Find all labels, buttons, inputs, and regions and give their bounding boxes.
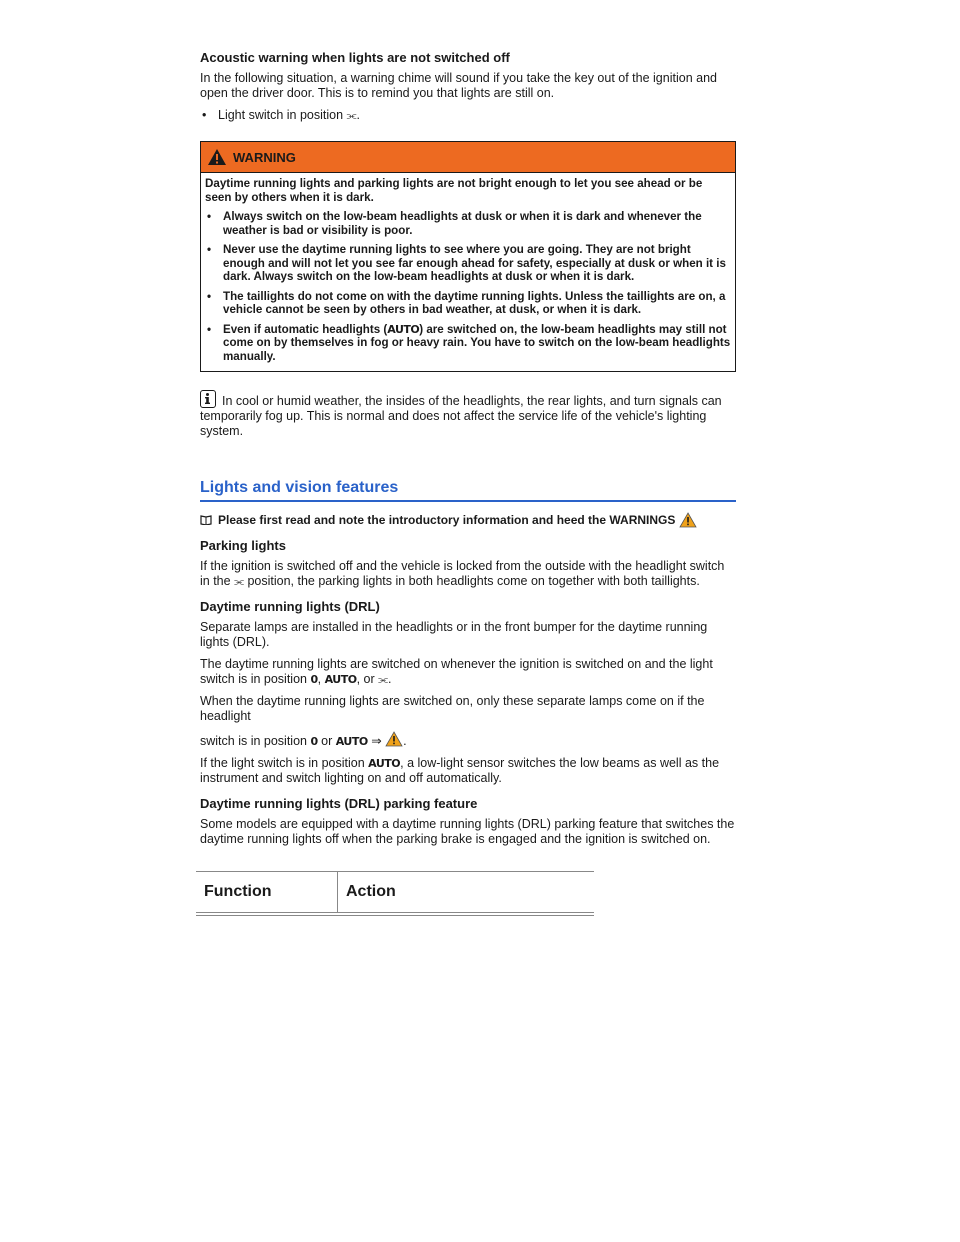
- book-icon: [200, 515, 212, 525]
- warning-title: WARNING: [233, 149, 296, 165]
- drl-p4: switch is in position 0 or AUTO ⇒ .: [200, 731, 736, 749]
- drl-parking-heading: Daytime running lights (DRL) parking feature: [200, 796, 478, 811]
- warning-box: [200, 141, 736, 372]
- parking-light-symbol: ⫘: [234, 575, 244, 588]
- auto-symbol: AUTO: [335, 735, 368, 748]
- warning-triangle-icon: [385, 731, 403, 747]
- warning-bullet: • The taillights do not come on with the daytime running lights. Unless the taillights are on, a vehicle cannot be seen by others in bad weather, at dusk, or when it is dark.: [207, 289, 726, 316]
- drl-p3: When the daytime running lights are switched on, only these separate lamps come on if the headlight: [200, 694, 705, 723]
- table-header-row: [196, 872, 594, 912]
- warning-triangle-icon: [679, 512, 697, 528]
- drl-p1: Separate lamps are installed in the headlights or in the front bumper for the daytime running lights (DRL).: [200, 620, 708, 649]
- drl-p2: The daytime running lights are switched on whenever the ignition is switched on and the light switch is in position 0, AUTO, or ⫘.: [200, 657, 713, 686]
- arrow-symbol: ⇒: [371, 734, 382, 748]
- zero-symbol: 0: [310, 735, 318, 748]
- parking-heading: Parking lights: [200, 538, 286, 553]
- section-title: Lights and vision features: [200, 479, 736, 502]
- table-header-function: Function: [196, 872, 338, 912]
- note-text: In cool or humid weather, the insides of the headlights, the rear lights, and turn signals can temporarily fog up. This is normal and does not affect the service life of the vehicle's lighting system.: [200, 394, 722, 438]
- info-note-icon: [200, 390, 216, 408]
- bullet-dot: •: [202, 108, 207, 122]
- drl-heading: Daytime running lights (DRL): [200, 599, 380, 614]
- auto-symbol: AUTO: [387, 322, 420, 336]
- warning-triangle-icon: [207, 148, 227, 166]
- drl-p5: If the light switch is in position AUTO, a low-light sensor switches the low beams as well as the instrument and switch lighting on and off automatically.: [200, 756, 720, 785]
- acoustic-heading: Acoustic warning when lights are not switched off: [200, 50, 510, 65]
- warning-bullet: • Always switch on the low-beam headlights at dusk or when it is dark and whenever the weather is bad or visibility is poor.: [207, 210, 702, 237]
- table-header-action: Action: [346, 883, 396, 900]
- warning-header: [201, 142, 735, 173]
- warning-body: [201, 173, 735, 371]
- read-first-notice: Please first read and note the introductory information and heed the WARNINGS: [200, 512, 736, 528]
- warning-intro: Daytime running lights and parking lights are not bright enough to let you see ahead or be seen by others when it is dark.: [205, 177, 703, 204]
- page-content: [200, 50, 736, 916]
- parking-light-symbol: ⫘: [346, 109, 357, 122]
- parking-light-symbol: ⫘: [378, 673, 389, 686]
- drl-parking-text: Some models are equipped with a daytime running lights (DRL) parking feature that switches the daytime running lights off when the parking brake is engaged and the ignition is switched on.: [200, 817, 735, 846]
- parking-text: If the ignition is switched off and the vehicle is locked from the outside with the headlight switch in the ⫘ position, the parking lights in both headlights come on together with both taillights.: [200, 559, 725, 588]
- function-action-table: [196, 871, 594, 916]
- warning-bullet: • Even if automatic headlights (AUTO) are switched on, the low-beam headlights may still not come on by themselves in fog or heavy rain. You have to switch on the low-beam headlights manually.: [207, 322, 731, 363]
- warning-bullet: • Never use the daytime running lights to see where you are going. They are not bright enough and will not let you see far enough ahead for safety, especially at dusk or when it is dark. Always switch on the low-beam headlights at dusk or when it is dark.: [207, 243, 726, 283]
- table-rule: [196, 912, 594, 913]
- note-paragraph: [200, 390, 736, 439]
- auto-symbol: AUTO: [368, 757, 401, 770]
- zero-symbol: 0: [310, 673, 318, 686]
- acoustic-text: In the following situation, a warning chime will sound if you take the key out of the ignition and open the driver door. This is to remind you that lights are still on.: [200, 71, 717, 100]
- acoustic-bullet-text: Light switch in position: [218, 108, 344, 122]
- table-rule: [196, 915, 594, 916]
- acoustic-bullet: • Light switch in position ⫘.: [202, 108, 360, 122]
- auto-symbol: AUTO: [324, 673, 357, 686]
